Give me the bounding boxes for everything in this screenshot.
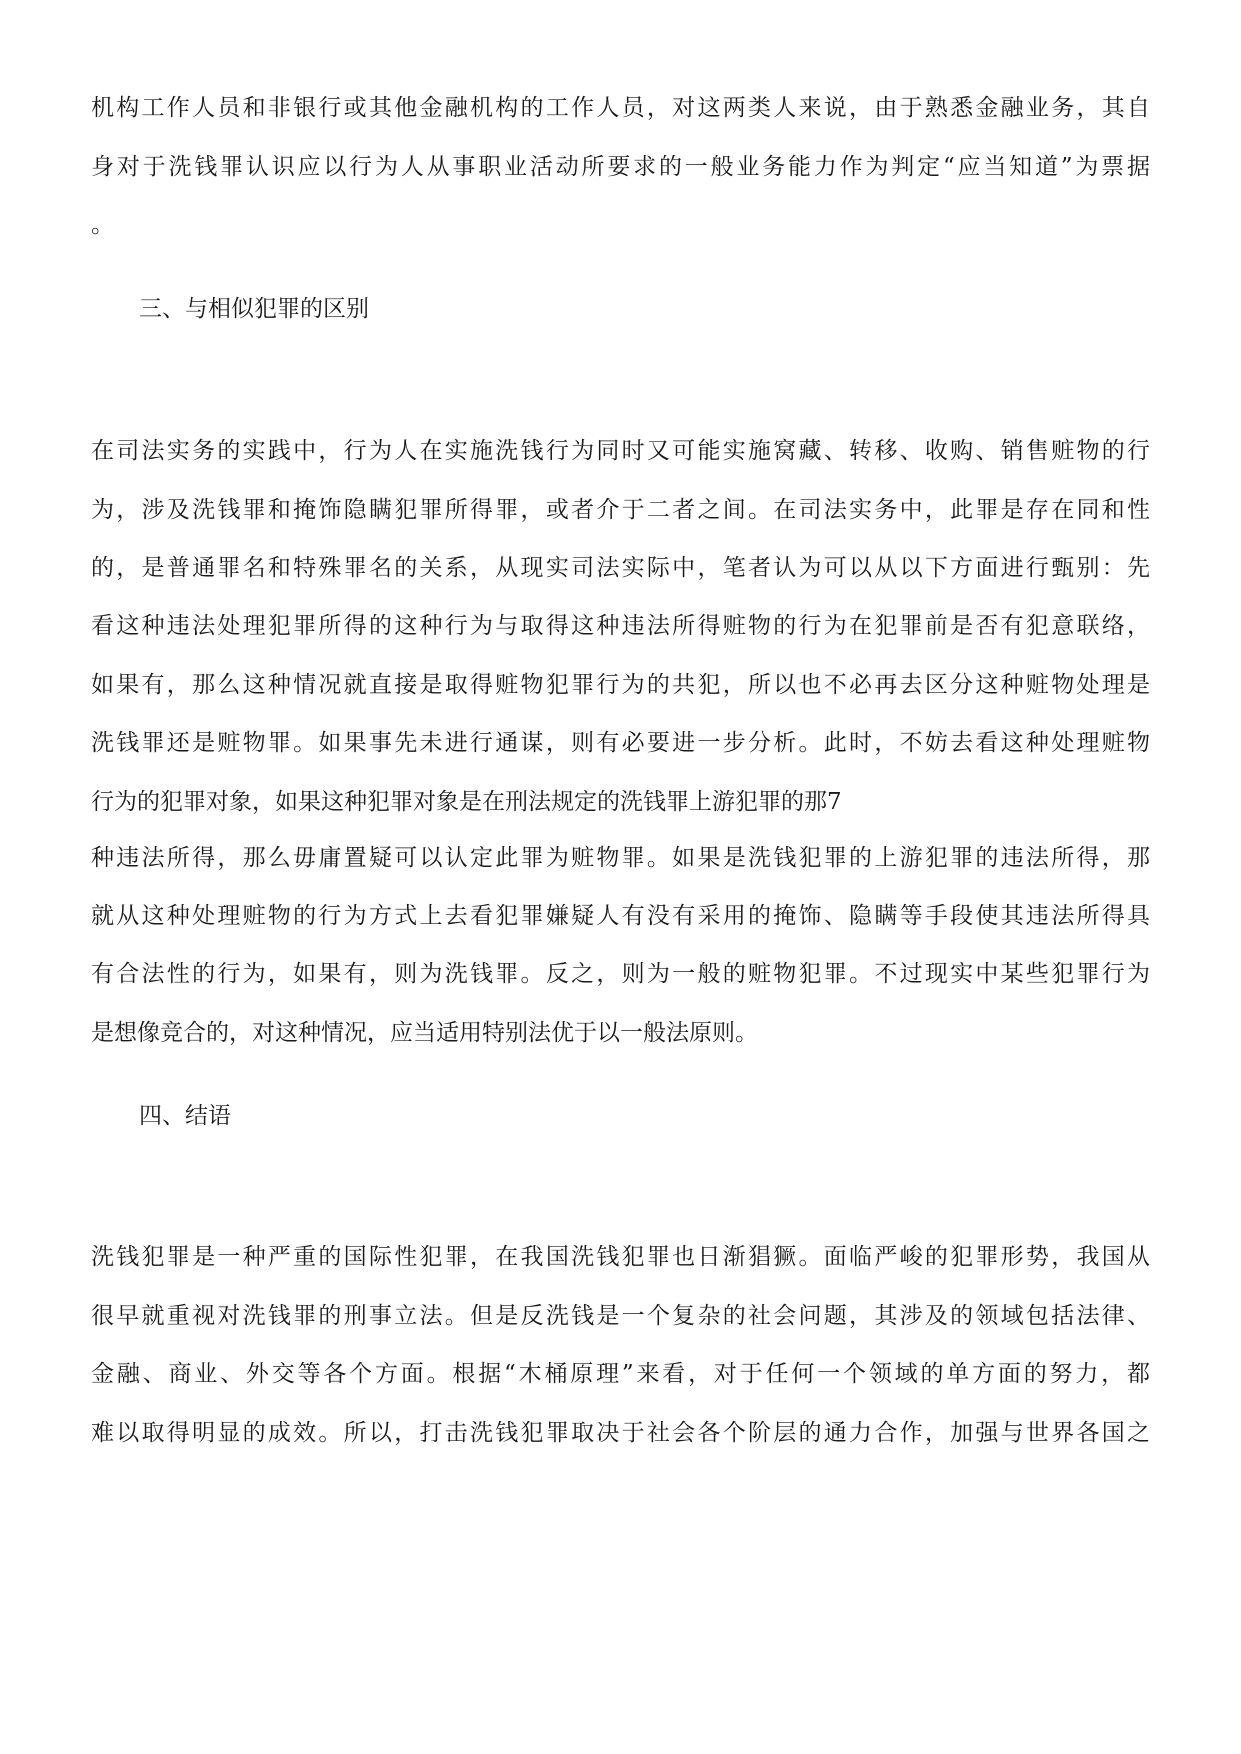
paragraph-line: 洗钱罪还是赃物罪。如果事先未进行通谋，则有必要进一步分析。此时，不妨去看这种处理赃物 (91, 730, 1150, 756)
paragraph-line: 在司法实务的实践中，行为人在实施洗钱行为同时又可能实施窝藏、转移、收购、销售赃物的行 (91, 438, 1150, 464)
paragraph-line: 洗钱犯罪是一种严重的国际性犯罪，在我国洗钱犯罪也日渐猖獗。面临严峻的犯罪形势，我国从 (91, 1244, 1150, 1270)
section-heading: 四、结语 (139, 1103, 231, 1129)
paragraph-line: 难以取得明显的成效。所以，打击洗钱犯罪取决于社会各个阶层的通力合作，加强与世界各国之 (91, 1420, 1150, 1446)
paragraph-line: 有合法性的行为，如果有，则为洗钱罪。反之，则为一般的赃物犯罪。不过现实中某些犯罪行为 (91, 961, 1150, 987)
paragraph-line: 身对于洗钱罪认识应以行为人从事职业活动所要求的一般业务能力作为判定“应当知道”为票据 (91, 154, 1150, 180)
paragraph-line: 种违法所得，那么毋庸置疑可以认定此罪为赃物罪。如果是洗钱犯罪的上游犯罪的违法所得，那 (91, 845, 1150, 871)
paragraph-line: 的，是普通罪名和特殊罪名的关系，从现实司法实际中，笔者认为可以从以下方面进行甄别：先 (91, 555, 1150, 581)
paragraph-line: 就从这种处理赃物的行为方式上去看犯罪嫌疑人有没有采用的掩饰、隐瞒等手段使其违法所得具 (91, 903, 1150, 929)
paragraph-line: 金融、商业、外交等各个方面。根据“木桶原理”来看，对于任何一个领域的单方面的努力，都 (91, 1361, 1150, 1387)
paragraph-line: 机构工作人员和非银行或其他金融机构的工作人员，对这两类人来说，由于熟悉金融业务，其自 (91, 95, 1150, 121)
paragraph-line: 如果有，那么这种情况就直接是取得赃物犯罪行为的共犯，所以也不必再去区分这种赃物处理是 (91, 672, 1150, 698)
paragraph-line: 。 (91, 212, 114, 238)
paragraph-line: 为，涉及洗钱罪和掩饰隐瞒犯罪所得罪，或者介于二者之间。在司法实务中，此罪是存在同和性 (91, 497, 1150, 523)
section-heading: 三、与相似犯罪的区别 (139, 296, 369, 322)
paragraph-line: 很早就重视对洗钱罪的刑事立法。但是反洗钱是一个复杂的社会问题，其涉及的领域包括法律、 (91, 1303, 1150, 1329)
paragraph-line: 行为的犯罪对象，如果这种犯罪对象是在刑法规定的洗钱罪上游犯罪的那7 (91, 789, 842, 815)
paragraph-line: 是想像竞合的，对这种情况，应当适用特别法优于以一般法原则。 (91, 1020, 758, 1046)
paragraph-line: 看这种违法处理犯罪所得的这种行为与取得这种违法所得赃物的行为在犯罪前是否有犯意联络， (91, 613, 1150, 639)
